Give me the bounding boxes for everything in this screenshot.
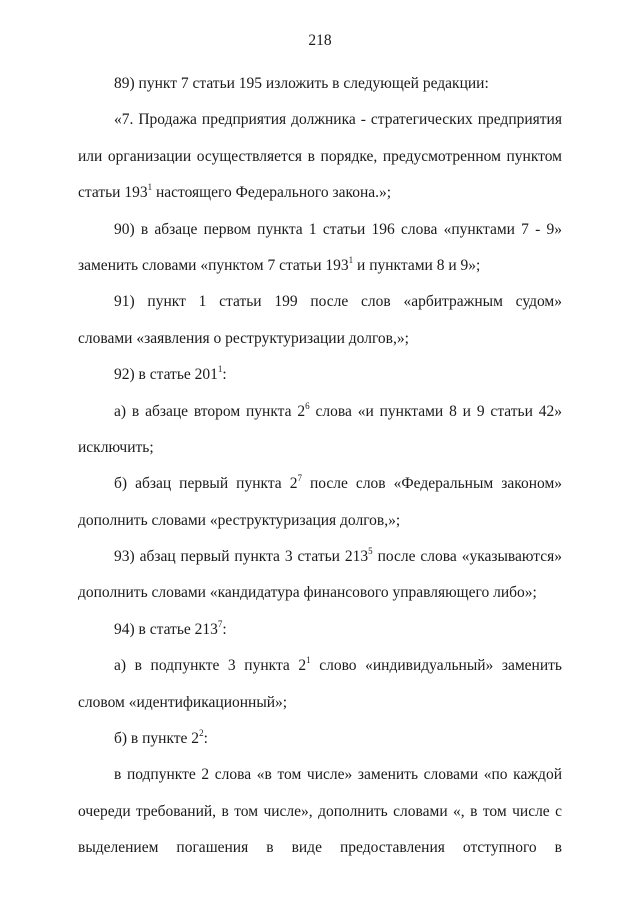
text-line: исключить;	[78, 438, 154, 456]
page-number: 218	[308, 32, 332, 49]
text-line: очереди требований, в том числе», дополнить словами «, в том числе с	[78, 802, 562, 820]
superscript: 1	[306, 655, 311, 666]
text-line: дополнить словами «кандидатура финансового управляющего либо»;	[78, 584, 537, 602]
text-line: «7. Продажа предприятия должника - стратегических предприятия	[114, 111, 562, 129]
text-line: 94) в статье $213^7$:	[114, 618, 227, 638]
text-line: или организации осуществляется в порядке, предусмотренном пунктом	[78, 147, 562, 165]
text-line: 91) пункт 1 статьи 199 после слов «арбитражным судом»	[114, 293, 562, 311]
text-line: заменить словами «пунктом 7 статьи $193^1$ и пунктами 8 и 9»;	[78, 254, 481, 274]
text-line: 90) в абзаце первом пункта 1 статьи 196 слова «пунктами 7 - 9»	[114, 220, 562, 238]
superscript: 1	[147, 182, 153, 193]
text-line: выделением погашения в виде предоставления отступного в	[78, 839, 562, 857]
text-line: 93) абзац первый пункта 3 статьи $213^5$ после слова «указываются»	[114, 546, 562, 566]
text-line: б) в пункте $2^2$:	[114, 728, 208, 748]
superscript: 7	[297, 473, 302, 484]
text-line: 89) пункт 7 статьи 195 изложить в следующей редакции:	[114, 75, 489, 92]
text-line: словами «заявления о реструктуризации долгов,»;	[78, 329, 409, 347]
text-line: 92) в статье $201^1$:	[114, 364, 227, 384]
text-line: а) в подпункте 3 пункта $2^1$ слово «индивидуальный» заменить	[114, 655, 562, 675]
text-line: а) в абзаце втором пункта $2^6$ слова «и пунктами 8 и 9 статьи 42»	[114, 400, 562, 420]
superscript: 6	[305, 400, 310, 411]
superscript: 1	[348, 254, 354, 265]
superscript: 2	[199, 728, 204, 739]
text-line: в подпункте 2 слова «в том числе» заменить словами «по каждой	[114, 766, 562, 784]
superscript: 1	[217, 364, 223, 375]
text-line: б) абзац первый пункта $2^7$ после слов «Федеральным законом»	[114, 473, 562, 493]
superscript: 5	[368, 546, 373, 557]
text-line: дополнить словами «реструктуризация долгов,»;	[78, 511, 401, 529]
text-line: словом «идентификационный»;	[78, 693, 288, 711]
superscript: 7	[217, 618, 223, 629]
text-line: статьи $193^1$ настоящего Федерального закона.»;	[78, 182, 392, 202]
document-body	[78, 66, 562, 867]
